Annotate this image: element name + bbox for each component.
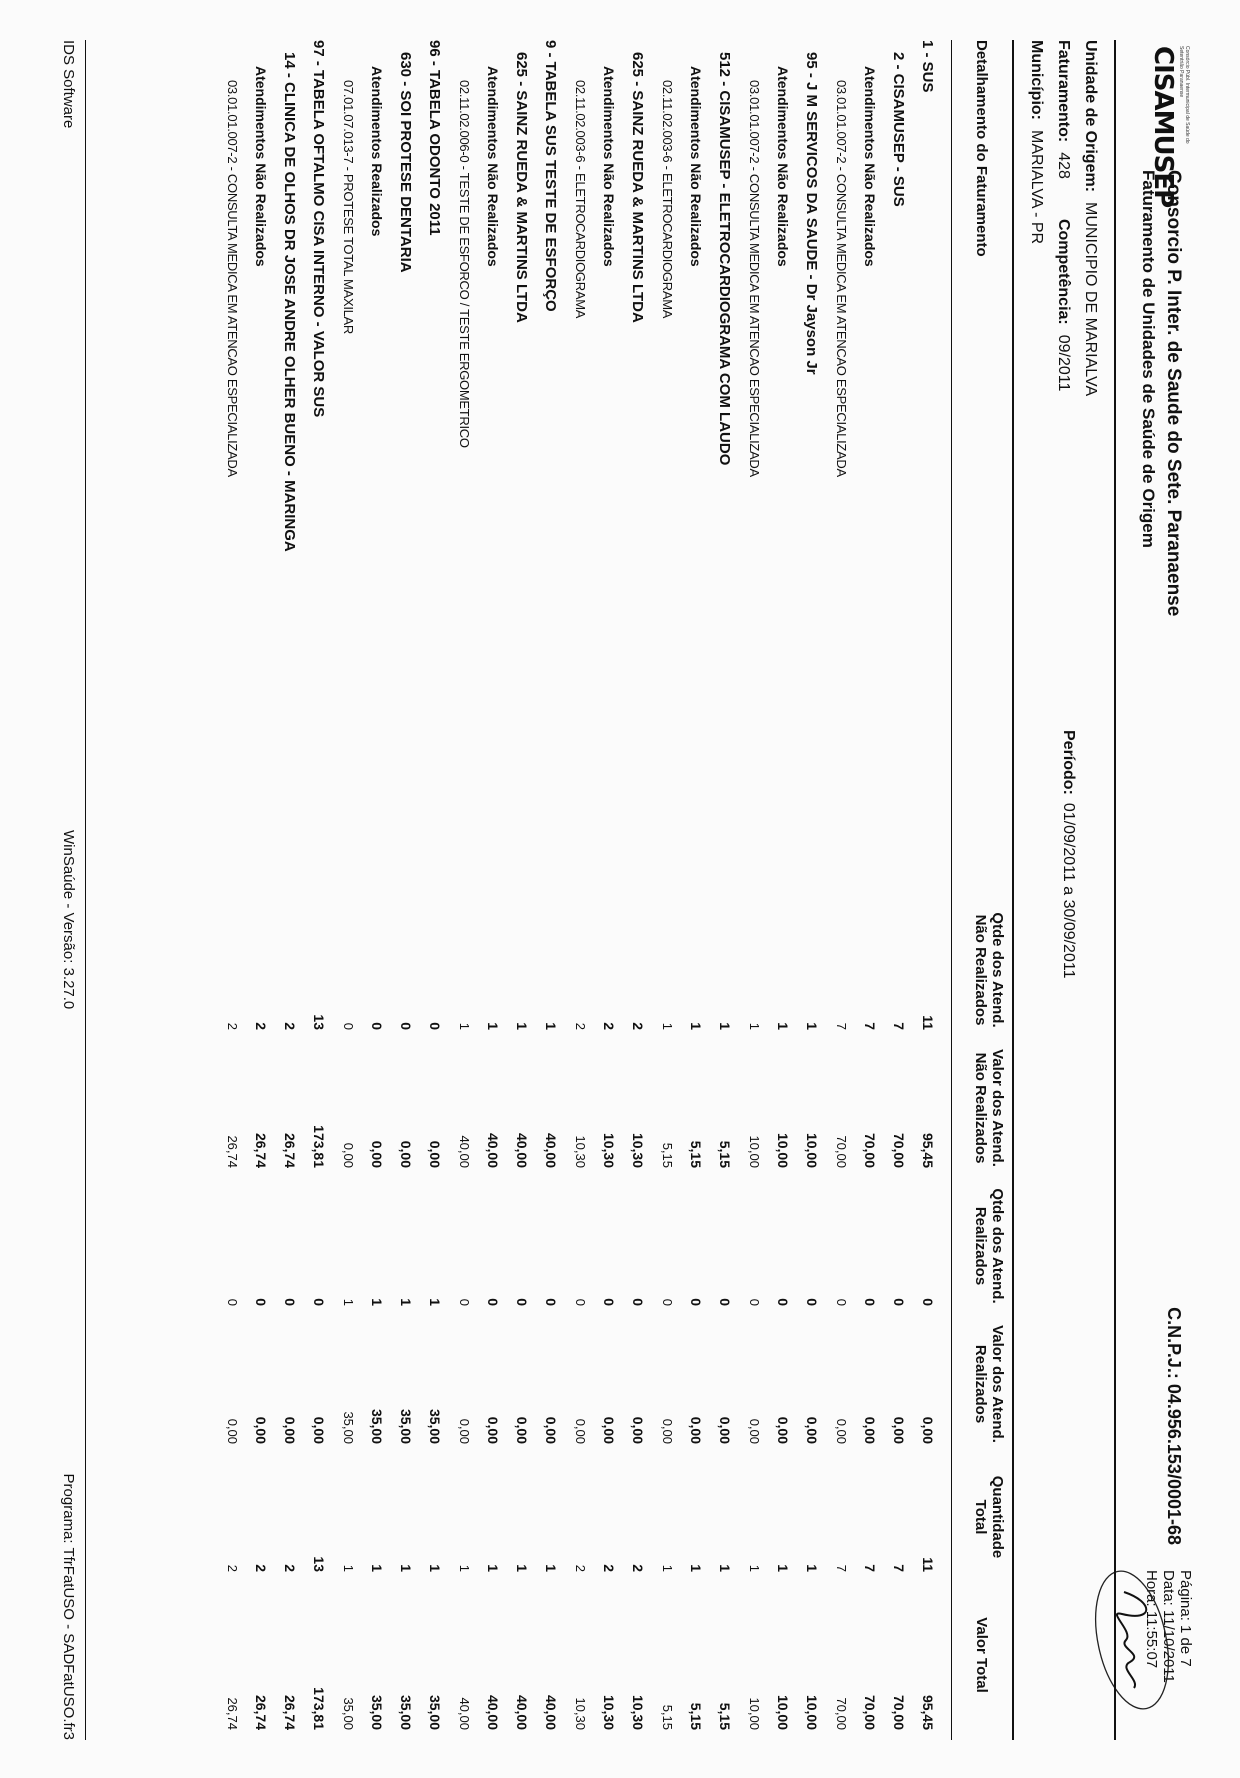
table-row — [420, 40, 449, 1740]
row-qt: 1 — [485, 1564, 501, 1572]
row-description: 03.01.01.007-2 - CONSULTA MEDICA EM ATENCAO ESPECIALIZADA — [225, 80, 240, 477]
row-vt: 26,74 — [253, 1694, 269, 1730]
row-qnr: 7 — [834, 1022, 849, 1030]
row-vnr: 40,00 — [514, 1132, 530, 1168]
row-description: 625 - SAINZ RUEDA & MARTINS LTDA — [629, 52, 646, 323]
row-vt: 35,00 — [398, 1694, 414, 1730]
table-row — [739, 40, 768, 1740]
report-title: Faturamento de Unidades de Saúde de Origem — [1139, 170, 1158, 548]
row-vr: 0,00 — [485, 1416, 501, 1444]
row-vr: 0,00 — [514, 1416, 530, 1444]
table-row — [246, 40, 275, 1740]
row-description: 9 - TABELA SUS TESTE DE ESFORÇO — [542, 40, 559, 312]
row-vnr: 5,15 — [688, 1140, 704, 1168]
row-qnr: 1 — [747, 1022, 762, 1030]
row-vt: 5,15 — [688, 1702, 704, 1730]
table-row — [623, 40, 652, 1740]
row-description: 02.11.02.003-6 - ELETROCARDIOGRAMA — [660, 80, 675, 319]
row-qt: 1 — [688, 1564, 704, 1572]
report-header — [1014, 40, 1204, 1740]
row-vt: 5,15 — [717, 1702, 733, 1730]
row-qr: 0 — [862, 1298, 878, 1306]
row-description: Atendimentos Não Realizados — [688, 66, 704, 267]
row-description: Atendimentos Não Realizados — [862, 66, 878, 267]
row-qr: 0 — [457, 1298, 472, 1306]
row-qt: 2 — [601, 1564, 617, 1572]
row-description: Atendimentos Não Realizados — [253, 66, 269, 267]
row-qnr: 2 — [630, 1022, 646, 1030]
row-vnr: 0,00 — [427, 1140, 443, 1168]
row-qnr: 1 — [804, 1022, 820, 1030]
report-page — [34, 40, 1204, 1740]
table-row — [449, 40, 478, 1740]
row-qr: 1 — [341, 1298, 356, 1306]
row-qt: 7 — [834, 1564, 849, 1572]
row-vnr: 26,74 — [282, 1132, 298, 1168]
row-vnr: 10,30 — [573, 1135, 588, 1168]
table-row — [855, 40, 884, 1740]
row-qt: 11 — [920, 1557, 936, 1572]
row-description: 1 - SUS — [919, 40, 936, 93]
col-valor-realizados — [972, 1324, 1006, 1444]
col-qtd-total-line1: Quantidade — [989, 1475, 1006, 1559]
row-vr: 35,00 — [341, 1411, 356, 1444]
row-qt: 1 — [514, 1564, 530, 1572]
row-qt: 7 — [862, 1564, 878, 1572]
row-vr: 0,00 — [775, 1416, 791, 1444]
row-qnr: 0 — [369, 1022, 385, 1030]
row-vt: 40,00 — [485, 1694, 501, 1730]
row-qnr: 2 — [573, 1022, 588, 1030]
col-qtd-total-line2: Total — [972, 1499, 989, 1535]
row-description: Atendimentos Realizados — [369, 66, 385, 237]
meta-rule — [1012, 40, 1014, 1740]
row-vnr: 10,00 — [747, 1135, 762, 1168]
row-qr: 1 — [369, 1298, 385, 1306]
row-vt: 10,30 — [630, 1694, 646, 1730]
row-qt: 1 — [398, 1564, 414, 1572]
row-description: 02.11.02.003-6 - ELETROCARDIOGRAMA — [573, 80, 588, 319]
row-qr: 0 — [225, 1298, 240, 1306]
row-qt: 2 — [253, 1564, 269, 1572]
row-qt: 1 — [369, 1564, 385, 1572]
logo — [1130, 46, 1190, 208]
row-vr: 0,00 — [457, 1418, 472, 1444]
row-vt: 35,00 — [369, 1694, 385, 1730]
col-qtde-nao-line1: Qtde dos Atend. — [989, 912, 1006, 1028]
row-qr: 1 — [398, 1298, 414, 1306]
header-rule — [1114, 40, 1116, 1740]
row-vnr: 26,74 — [225, 1135, 240, 1168]
row-qnr: 1 — [514, 1022, 530, 1030]
row-vt: 35,00 — [341, 1697, 356, 1730]
unidade-value: MUNICIPIO DE MARIALVA — [1082, 202, 1099, 397]
report-meta — [1023, 40, 1104, 396]
signature — [1074, 1562, 1184, 1712]
row-vt: 70,00 — [862, 1694, 878, 1730]
row-vt: 70,00 — [891, 1694, 907, 1730]
page-number: Página: 1 de 7 — [1177, 1570, 1194, 1667]
row-qt: 2 — [630, 1564, 646, 1572]
row-vr: 35,00 — [369, 1408, 385, 1444]
row-vnr: 10,30 — [630, 1132, 646, 1168]
row-qt: 1 — [775, 1564, 791, 1572]
row-qr: 0 — [601, 1298, 617, 1306]
row-qnr: 1 — [660, 1022, 675, 1030]
row-qr: 0 — [573, 1298, 588, 1306]
col-qtde-nao-line2: Não Realizados — [972, 914, 989, 1026]
row-qr: 1 — [427, 1298, 443, 1306]
row-vt: 5,15 — [660, 1704, 675, 1730]
row-description: 03.01.01.007-2 - CONSULTA MEDICA EM ATENCAO ESPECIALIZADA — [834, 80, 849, 477]
row-description: 02.11.02.006-0 - TESTE DE ESFORCO / TESTE ERGOMETRICO — [457, 80, 472, 448]
row-qnr: 1 — [485, 1022, 501, 1030]
row-vnr: 95,45 — [920, 1132, 936, 1168]
municipio-label: Município: — [1028, 40, 1045, 120]
org-name: Consorcio P. Inter. de Saude do Sete. Paranaense — [1163, 170, 1184, 617]
periodo — [1059, 730, 1077, 978]
row-qnr: 2 — [253, 1022, 269, 1030]
row-vr: 35,00 — [398, 1408, 414, 1444]
row-vt: 40,00 — [457, 1697, 472, 1730]
row-qr: 0 — [543, 1298, 559, 1306]
table-row — [478, 40, 507, 1740]
row-vr: 0,00 — [630, 1416, 646, 1444]
competencia-label: Competência: — [1055, 218, 1072, 325]
table-row — [652, 40, 681, 1740]
row-qt: 7 — [891, 1564, 907, 1572]
row-vnr: 173,81 — [311, 1125, 327, 1168]
row-qnr: 2 — [601, 1022, 617, 1030]
col-qtde-realizados — [972, 1186, 1006, 1306]
row-qt: 2 — [573, 1564, 588, 1572]
row-vnr: 26,74 — [253, 1132, 269, 1168]
row-vt: 26,74 — [282, 1694, 298, 1730]
row-qnr: 7 — [891, 1022, 907, 1030]
row-description: 2 - CISAMUSEP - SUS — [890, 52, 907, 207]
table-row — [826, 40, 855, 1740]
table-row — [304, 40, 333, 1740]
row-vnr: 0,00 — [341, 1142, 356, 1168]
row-description: 96 - TABELA ODONTO 2011 — [426, 40, 443, 236]
col-quantidade-total — [972, 1462, 1006, 1572]
table-row — [362, 40, 391, 1740]
row-qr: 0 — [253, 1298, 269, 1306]
row-vt: 95,45 — [920, 1694, 936, 1730]
logo-text: CISAMUSEP — [1148, 46, 1178, 208]
col-valor-nao-line1: Valor dos Atend. — [989, 1049, 1006, 1167]
row-qr: 0 — [660, 1298, 675, 1306]
row-vr: 0,00 — [747, 1418, 762, 1444]
row-qnr: 0 — [341, 1022, 356, 1030]
row-qr: 0 — [630, 1298, 646, 1306]
row-qt: 1 — [747, 1564, 762, 1572]
row-vnr: 40,00 — [543, 1132, 559, 1168]
row-qr: 0 — [747, 1298, 762, 1306]
row-vr: 0,00 — [253, 1416, 269, 1444]
unidade-label: Unidade de Origem: — [1082, 40, 1099, 193]
row-qt: 1 — [804, 1564, 820, 1572]
row-description: 512 - CISAMUSEP - ELETROCARDIOGRAMA COM LAUDO — [716, 52, 733, 466]
row-qr: 0 — [891, 1298, 907, 1306]
table-row — [768, 40, 797, 1740]
row-vnr: 0,00 — [398, 1140, 414, 1168]
row-vr: 0,00 — [862, 1416, 878, 1444]
row-vr: 0,00 — [920, 1416, 936, 1444]
row-qnr: 1 — [543, 1022, 559, 1030]
faturamento-value: 428 — [1055, 152, 1072, 179]
logo-caption: Consórcio Públ. Intermunicipal de Saúde do Setentrião Paranaense — [1178, 46, 1190, 144]
row-vnr: 10,00 — [804, 1132, 820, 1168]
row-vr: 0,00 — [601, 1416, 617, 1444]
row-qt: 13 — [311, 1556, 327, 1572]
footer-program: Programa: TfrFatUSO - SADFatUSO.fr3 — [60, 1473, 77, 1740]
row-vt: 10,00 — [775, 1694, 791, 1730]
row-qt: 2 — [282, 1564, 298, 1572]
row-vt: 10,00 — [747, 1697, 762, 1730]
col-valor-total: Valor Total — [973, 1617, 990, 1693]
row-description: 95 - J M SERVICOS DA SAUDE - Dr Jayson Jr — [803, 52, 820, 375]
table-row — [710, 40, 739, 1740]
row-vr: 0,00 — [891, 1416, 907, 1444]
row-vnr: 5,15 — [660, 1142, 675, 1168]
competencia-value: 09/2011 — [1055, 334, 1072, 392]
row-description: 07.01.07.013-7 - PROTESE TOTAL MAXILAR — [341, 80, 356, 335]
row-qt: 1 — [341, 1564, 356, 1572]
row-qnr: 1 — [717, 1022, 733, 1030]
table-row — [913, 40, 942, 1740]
row-vr: 0,00 — [573, 1418, 588, 1444]
row-vnr: 5,15 — [717, 1140, 733, 1168]
row-qnr: 0 — [398, 1022, 414, 1030]
row-qnr: 0 — [427, 1022, 443, 1030]
row-vt: 35,00 — [427, 1694, 443, 1730]
row-qnr: 13 — [311, 1014, 327, 1030]
table-row — [536, 40, 565, 1740]
table-row — [594, 40, 623, 1740]
row-vnr: 70,00 — [834, 1135, 849, 1168]
row-description: Atendimentos Não Realizados — [601, 66, 617, 267]
table-row — [217, 40, 246, 1740]
row-vt: 10,00 — [804, 1694, 820, 1730]
table-row — [333, 40, 362, 1740]
row-vnr: 70,00 — [891, 1132, 907, 1168]
row-qt: 1 — [457, 1564, 472, 1572]
row-vr: 0,00 — [543, 1416, 559, 1444]
row-vt: 10,30 — [573, 1697, 588, 1730]
row-qr: 0 — [920, 1298, 936, 1306]
periodo-label: Período: — [1060, 730, 1077, 795]
table-row — [275, 40, 304, 1740]
col-valor-nao-realizados — [972, 1048, 1006, 1168]
col-valor-nao-line2: Não Realizados — [972, 1052, 989, 1164]
row-description: Atendimentos Não Realizados — [775, 66, 791, 267]
row-vr: 0,00 — [804, 1416, 820, 1444]
print-date: Data: 11/10/2011 — [1160, 1570, 1177, 1683]
col-qtde-real-line1: Qtde dos Atend. — [989, 1188, 1006, 1304]
periodo-value: 01/09/2011 a 30/09/2011 — [1060, 802, 1077, 979]
row-vnr: 0,00 — [369, 1140, 385, 1168]
row-qnr: 11 — [920, 1015, 936, 1030]
municipio-value: MARIALVA - PR — [1028, 129, 1045, 245]
row-vr: 0,00 — [717, 1416, 733, 1444]
column-rule — [951, 40, 952, 1740]
row-qnr: 1 — [775, 1022, 791, 1030]
billing-rows — [217, 40, 942, 1740]
row-qt: 1 — [660, 1564, 675, 1572]
row-vnr: 10,00 — [775, 1132, 791, 1168]
row-vr: 35,00 — [427, 1408, 443, 1444]
row-qt: 2 — [225, 1564, 240, 1572]
table-row — [797, 40, 826, 1740]
row-qr: 0 — [514, 1298, 530, 1306]
row-qnr: 2 — [282, 1022, 298, 1030]
footer-vendor: IDS Software — [60, 40, 77, 129]
row-qnr: 2 — [225, 1022, 240, 1030]
faturamento-label: Faturamento: — [1055, 40, 1072, 143]
row-vt: 40,00 — [514, 1694, 530, 1730]
table-row — [565, 40, 594, 1740]
row-vt: 70,00 — [834, 1697, 849, 1730]
row-qr: 0 — [804, 1298, 820, 1306]
table-row — [884, 40, 913, 1740]
row-qr: 0 — [311, 1298, 327, 1306]
col-qtde-nao-realizados — [972, 910, 1006, 1030]
row-vr: 0,00 — [282, 1416, 298, 1444]
col-valor-real-line1: Valor dos Atend. — [989, 1325, 1006, 1443]
col-valor-real-line2: Realizados — [972, 1344, 989, 1424]
row-vt: 40,00 — [543, 1694, 559, 1730]
row-vr: 0,00 — [225, 1418, 240, 1444]
column-headers — [954, 40, 1006, 1740]
row-qr: 0 — [717, 1298, 733, 1306]
row-description: 14 - CLINICA DE OLHOS DR JOSE ANDRE OLHER BUENO - MARINGA — [281, 52, 298, 552]
row-vt: 10,30 — [601, 1694, 617, 1730]
row-qt: 1 — [543, 1564, 559, 1572]
footer-version: WinSaúde - Versão: 3.27.0 — [60, 830, 77, 1010]
row-qnr: 7 — [862, 1022, 878, 1030]
row-vr: 0,00 — [688, 1416, 704, 1444]
row-vr: 0,00 — [660, 1418, 675, 1444]
row-description: 630 - SOI PROTESE DENTARIA — [397, 52, 414, 273]
row-vnr: 40,00 — [457, 1135, 472, 1168]
row-qt: 1 — [717, 1564, 733, 1572]
row-vnr: 40,00 — [485, 1132, 501, 1168]
row-vnr: 10,30 — [601, 1132, 617, 1168]
row-qnr: 1 — [457, 1022, 472, 1030]
row-description: 97 - TABELA OFTALMO CISA INTERNO - VALOR SUS — [310, 40, 327, 418]
table-row — [507, 40, 536, 1740]
row-vnr: 70,00 — [862, 1132, 878, 1168]
row-qr: 0 — [775, 1298, 791, 1306]
row-description: Atendimentos Não Realizados — [485, 66, 501, 267]
row-qr: 0 — [688, 1298, 704, 1306]
row-qr: 0 — [485, 1298, 501, 1306]
row-vt: 173,81 — [311, 1687, 327, 1730]
col-qtde-real-line2: Realizados — [972, 1206, 989, 1286]
row-vt: 26,74 — [225, 1697, 240, 1730]
row-qt: 1 — [427, 1564, 443, 1572]
row-qr: 0 — [282, 1298, 298, 1306]
row-qnr: 1 — [688, 1022, 704, 1030]
cnpj: C.N.P.J.: 04.956.153/0001-68 — [1164, 1307, 1184, 1545]
table-row — [391, 40, 420, 1740]
row-description: 625 - SAINZ RUEDA & MARTINS LTDA — [513, 52, 530, 323]
table-row — [681, 40, 710, 1740]
row-vr: 0,00 — [311, 1416, 327, 1444]
col-detalhamento: Detalhamento do Faturamento — [973, 40, 990, 257]
row-qr: 0 — [834, 1298, 849, 1306]
row-vr: 0,00 — [834, 1418, 849, 1444]
print-time: Hora: 11:55:07 — [1143, 1570, 1160, 1669]
footer-rule — [85, 40, 86, 1740]
row-description: 03.01.01.007-2 - CONSULTA MEDICA EM ATENCAO ESPECIALIZADA — [747, 80, 762, 477]
